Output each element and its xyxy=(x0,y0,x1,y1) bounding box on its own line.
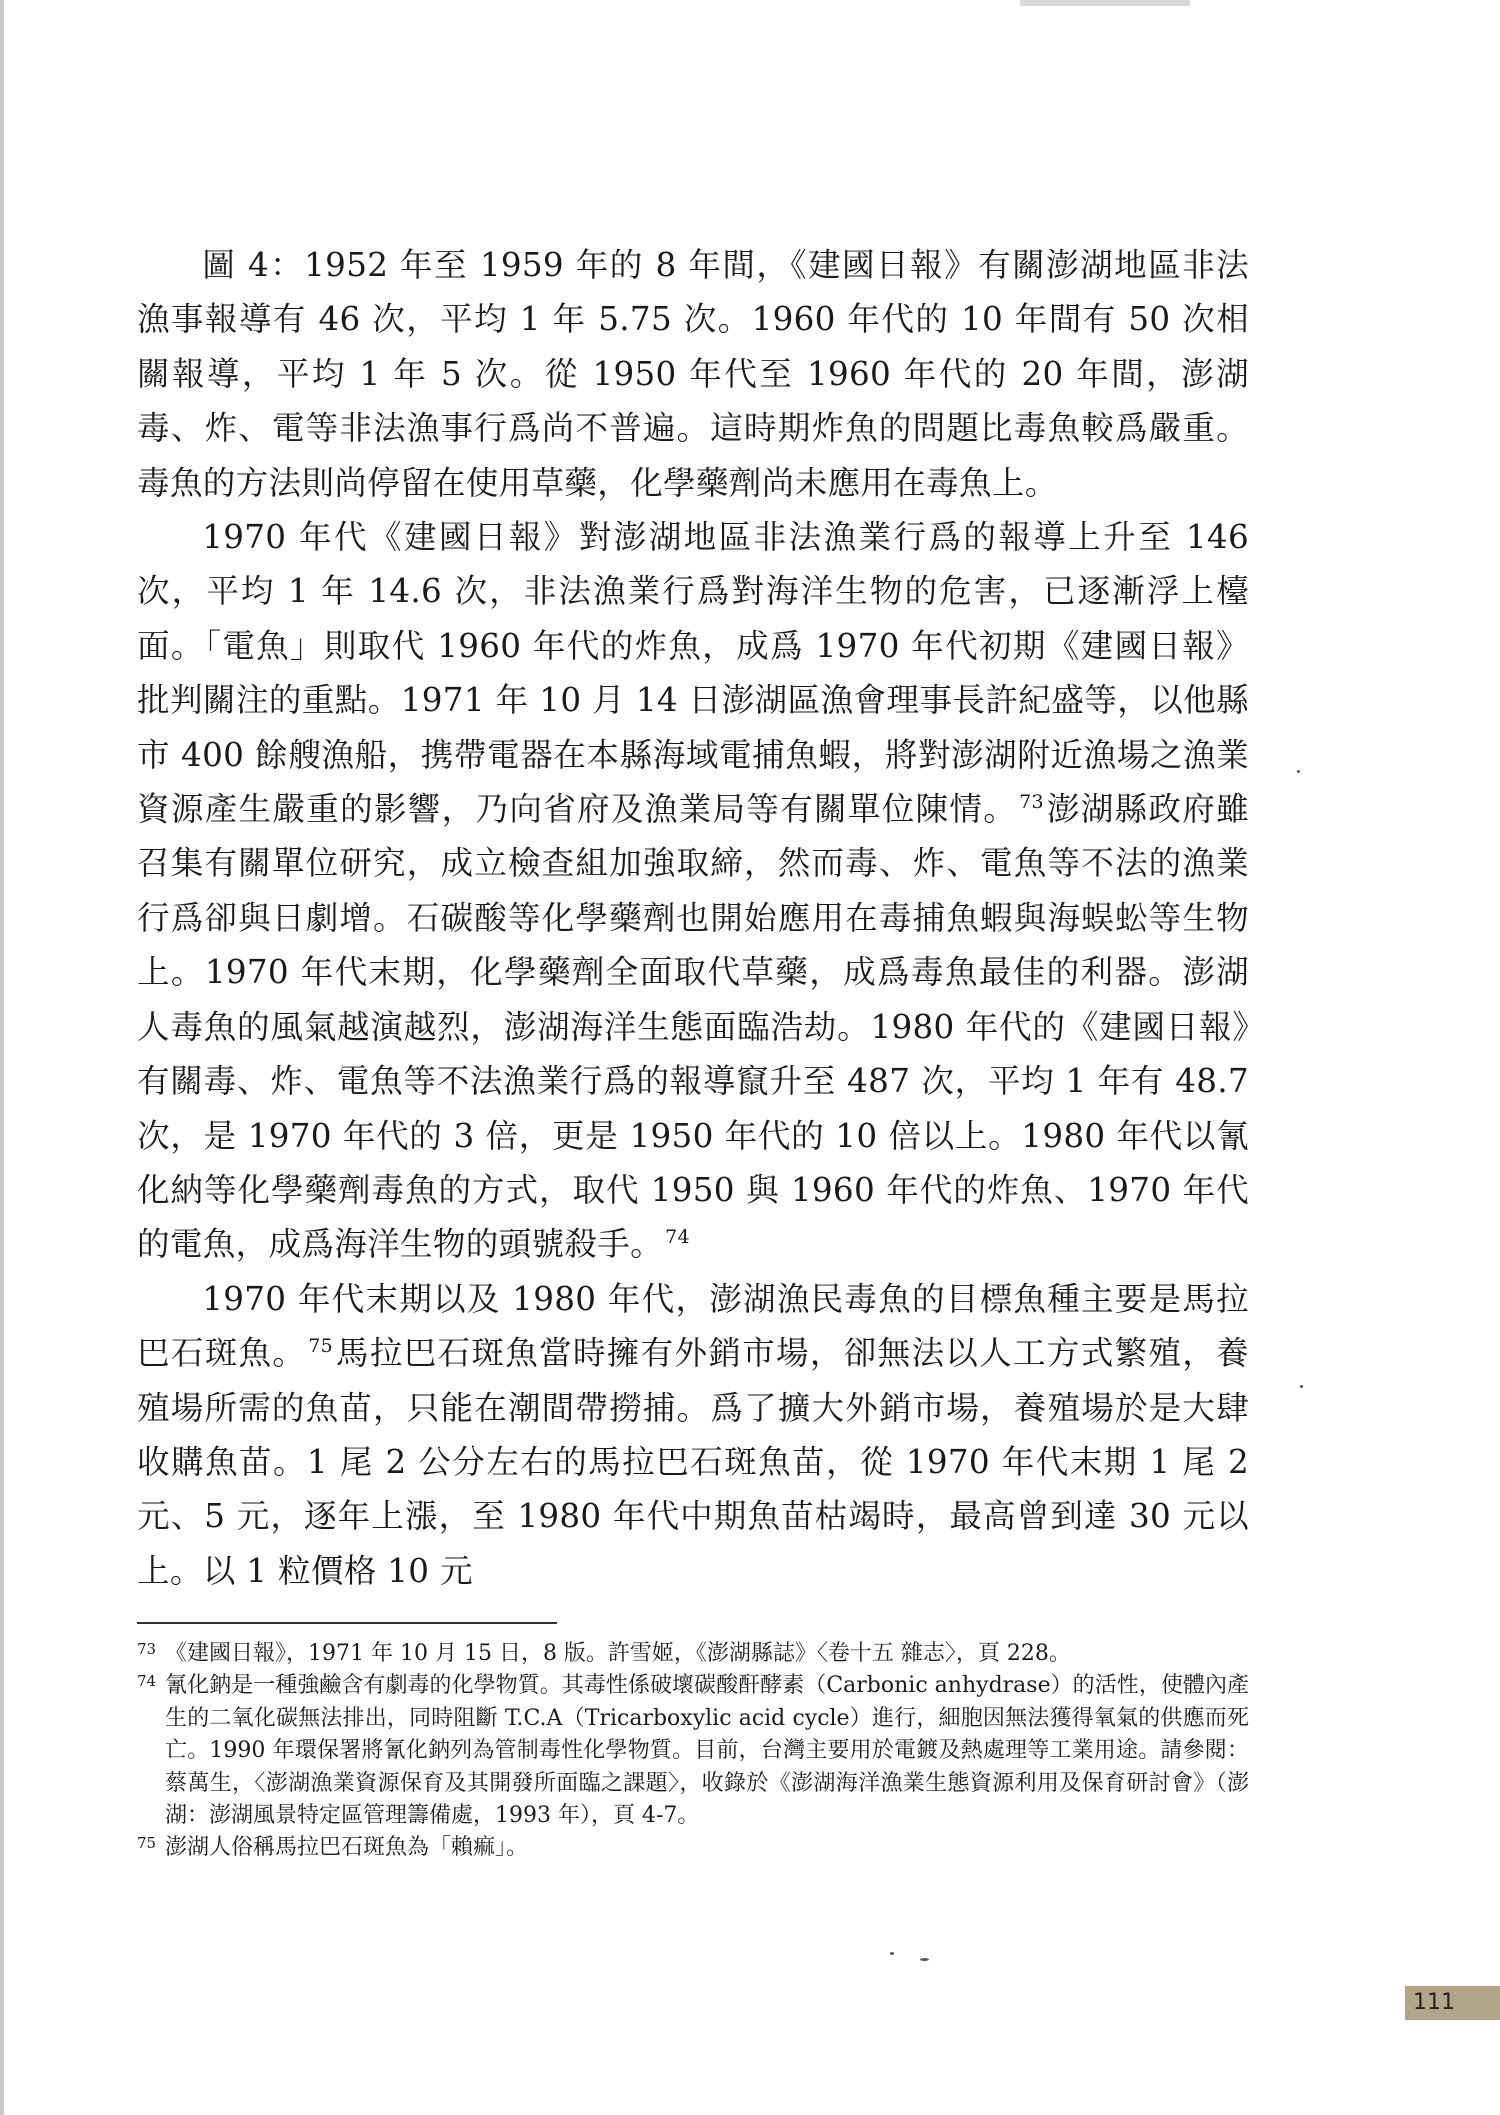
scan-speck xyxy=(1300,1385,1303,1388)
footnote-text: 氰化鈉是一種強鹼含有劇毒的化學物質。其毒性係破壞碳酸酐酵素（Carbonic anhydrase）的活性，使體內產生的二氧化碳無法排出，同時阻斷 T.C.A（Tricarboxylic acid cycle）進行，細胞因無法獲得氧氣的供應而死亡。1990 年環保署將氰化鈉列為管制毒性化學物質。目前，台灣主要用於電鍍及熱處理等工業用途。請參閱：蔡萬生，〈澎湖漁業資源保育及其開發所面臨之課題〉，收錄於《澎湖海洋漁業生態資源利用及保育研討會》（澎湖：澎湖風景特定區管理籌備處，1993 年），頁 4-7。 xyxy=(165,1673,1249,1829)
paragraph-3-text-a: 1970 年代末期以及 1980 年代，澎湖漁民毒魚的目標魚種主要是馬拉巴石斑魚。 xyxy=(137,1279,1249,1373)
footnotes xyxy=(137,1638,1249,1865)
paragraph-1-text: 圖 4：1952 年至 1959 年的 8 年間，《建國日報》有關澎湖地區非法漁事報導有 46 次，平均 1 年 5.75 次。1960 年代的 10 年間有 50 次相關報導，平均 1 年 5 次。從 1950 年代至 1960 年代的 20 年間，澎湖毒、炸、電等非法漁事行爲尚不普遍。這時期炸魚的問題比毒魚較爲嚴重。毒魚的方法則尚停留在使用草藥，化學藥劑尚未應用在毒魚上。 xyxy=(137,246,1249,502)
footnote-number: 73 xyxy=(137,1640,157,1658)
body-text xyxy=(137,238,1249,1598)
scan-speck xyxy=(890,1952,894,1955)
paragraph-2-text-a: 1970 年代《建國日報》對澎湖地區非法漁業行爲的報導上升至 146 次，平均 1 年 14.6 次，非法漁業行爲對海洋生物的危害，已逐漸浮上檯面。「電魚」則取代 1960 年代的炸魚，成爲 1970 年代初期《建國日報》批判關注的重點。1971 年 10 月 14 日澎湖區漁會理事長許紀盛等，以他縣市 400 餘艘漁船，携帶電器在本縣海域電捕魚蝦，將對澎湖附近漁場之漁業資源產生嚴重的影響，乃向省府及漁業局等有關單位陳情。 xyxy=(137,518,1249,829)
paragraph-3 xyxy=(137,1272,1249,1598)
paragraph-2 xyxy=(137,510,1249,1272)
scan-top-mark xyxy=(1020,0,1190,6)
footnote-75 xyxy=(137,1832,1249,1864)
scan-speck xyxy=(1297,770,1300,773)
page-number: 111 xyxy=(1405,1986,1500,2020)
paragraph-1 xyxy=(137,238,1249,510)
paragraph-2-text-b: 澎湖縣政府雖召集有關單位研究，成立檢查組加強取締，然而毒、炸、電魚等不法的漁業行爲卻與日劇增。石碳酸等化學藥劑也開始應用在毒捕魚蝦與海蜈蚣等生物上。1970 年代末期，化學藥劑全面取代草藥，成爲毒魚最佳的利器。澎湖人毒魚的風氣越演越烈，澎湖海洋生態面臨浩劫。1980 年代的《建國日報》有關毒、炸、電魚等不法漁業行爲的報導竄升至 487 次，平均 1 年有 48.7 次，是 1970 年代的 3 倍，更是 1950 年代的 10 倍以上。1980 年代以氰化納等化學藥劑毒魚的方式，取代 1950 與 1960 年代的炸魚、1970 年代的電魚，成爲海洋生物的頭號殺手。 xyxy=(137,790,1249,1264)
footnote-74 xyxy=(137,1670,1249,1832)
footnote-number: 74 xyxy=(137,1672,157,1691)
footnote-number: 75 xyxy=(137,1834,157,1853)
footnote-73 xyxy=(137,1638,1249,1670)
footnote-ref-73[interactable]: 73 xyxy=(1019,791,1044,814)
paragraph-3-text-b: 馬拉巴石斑魚當時擁有外銷市場，卻無法以人工方式繁殖，養殖場所需的魚苗，只能在潮間帶撈捕。爲了擴大外銷市場，養殖場於是大肆收購魚苗。1 尾 2 公分左右的馬拉巴石斑魚苗，從 1970 年代末期 1 尾 2 元、5 元，逐年上漲，至 1980 年代中期魚苗枯竭時，最高曾到達 30 元以上。以 1 粒價格 10 元 xyxy=(137,1334,1249,1590)
footnote-divider xyxy=(137,1622,557,1624)
footnote-text: 澎湖人俗稱馬拉巴石斑魚為「賴痲」。 xyxy=(165,1835,529,1861)
scan-page-edge xyxy=(0,0,4,2115)
scan-speck xyxy=(920,1958,929,1961)
footnote-text: 《建國日報》，1971 年 10 月 15 日，8 版。許雪姬，《澎湖縣誌》〈卷十五 雜志〉，頁 228。 xyxy=(165,1641,1071,1666)
footnote-ref-74[interactable]: 74 xyxy=(665,1226,690,1249)
footnote-ref-75[interactable]: 75 xyxy=(308,1335,334,1358)
